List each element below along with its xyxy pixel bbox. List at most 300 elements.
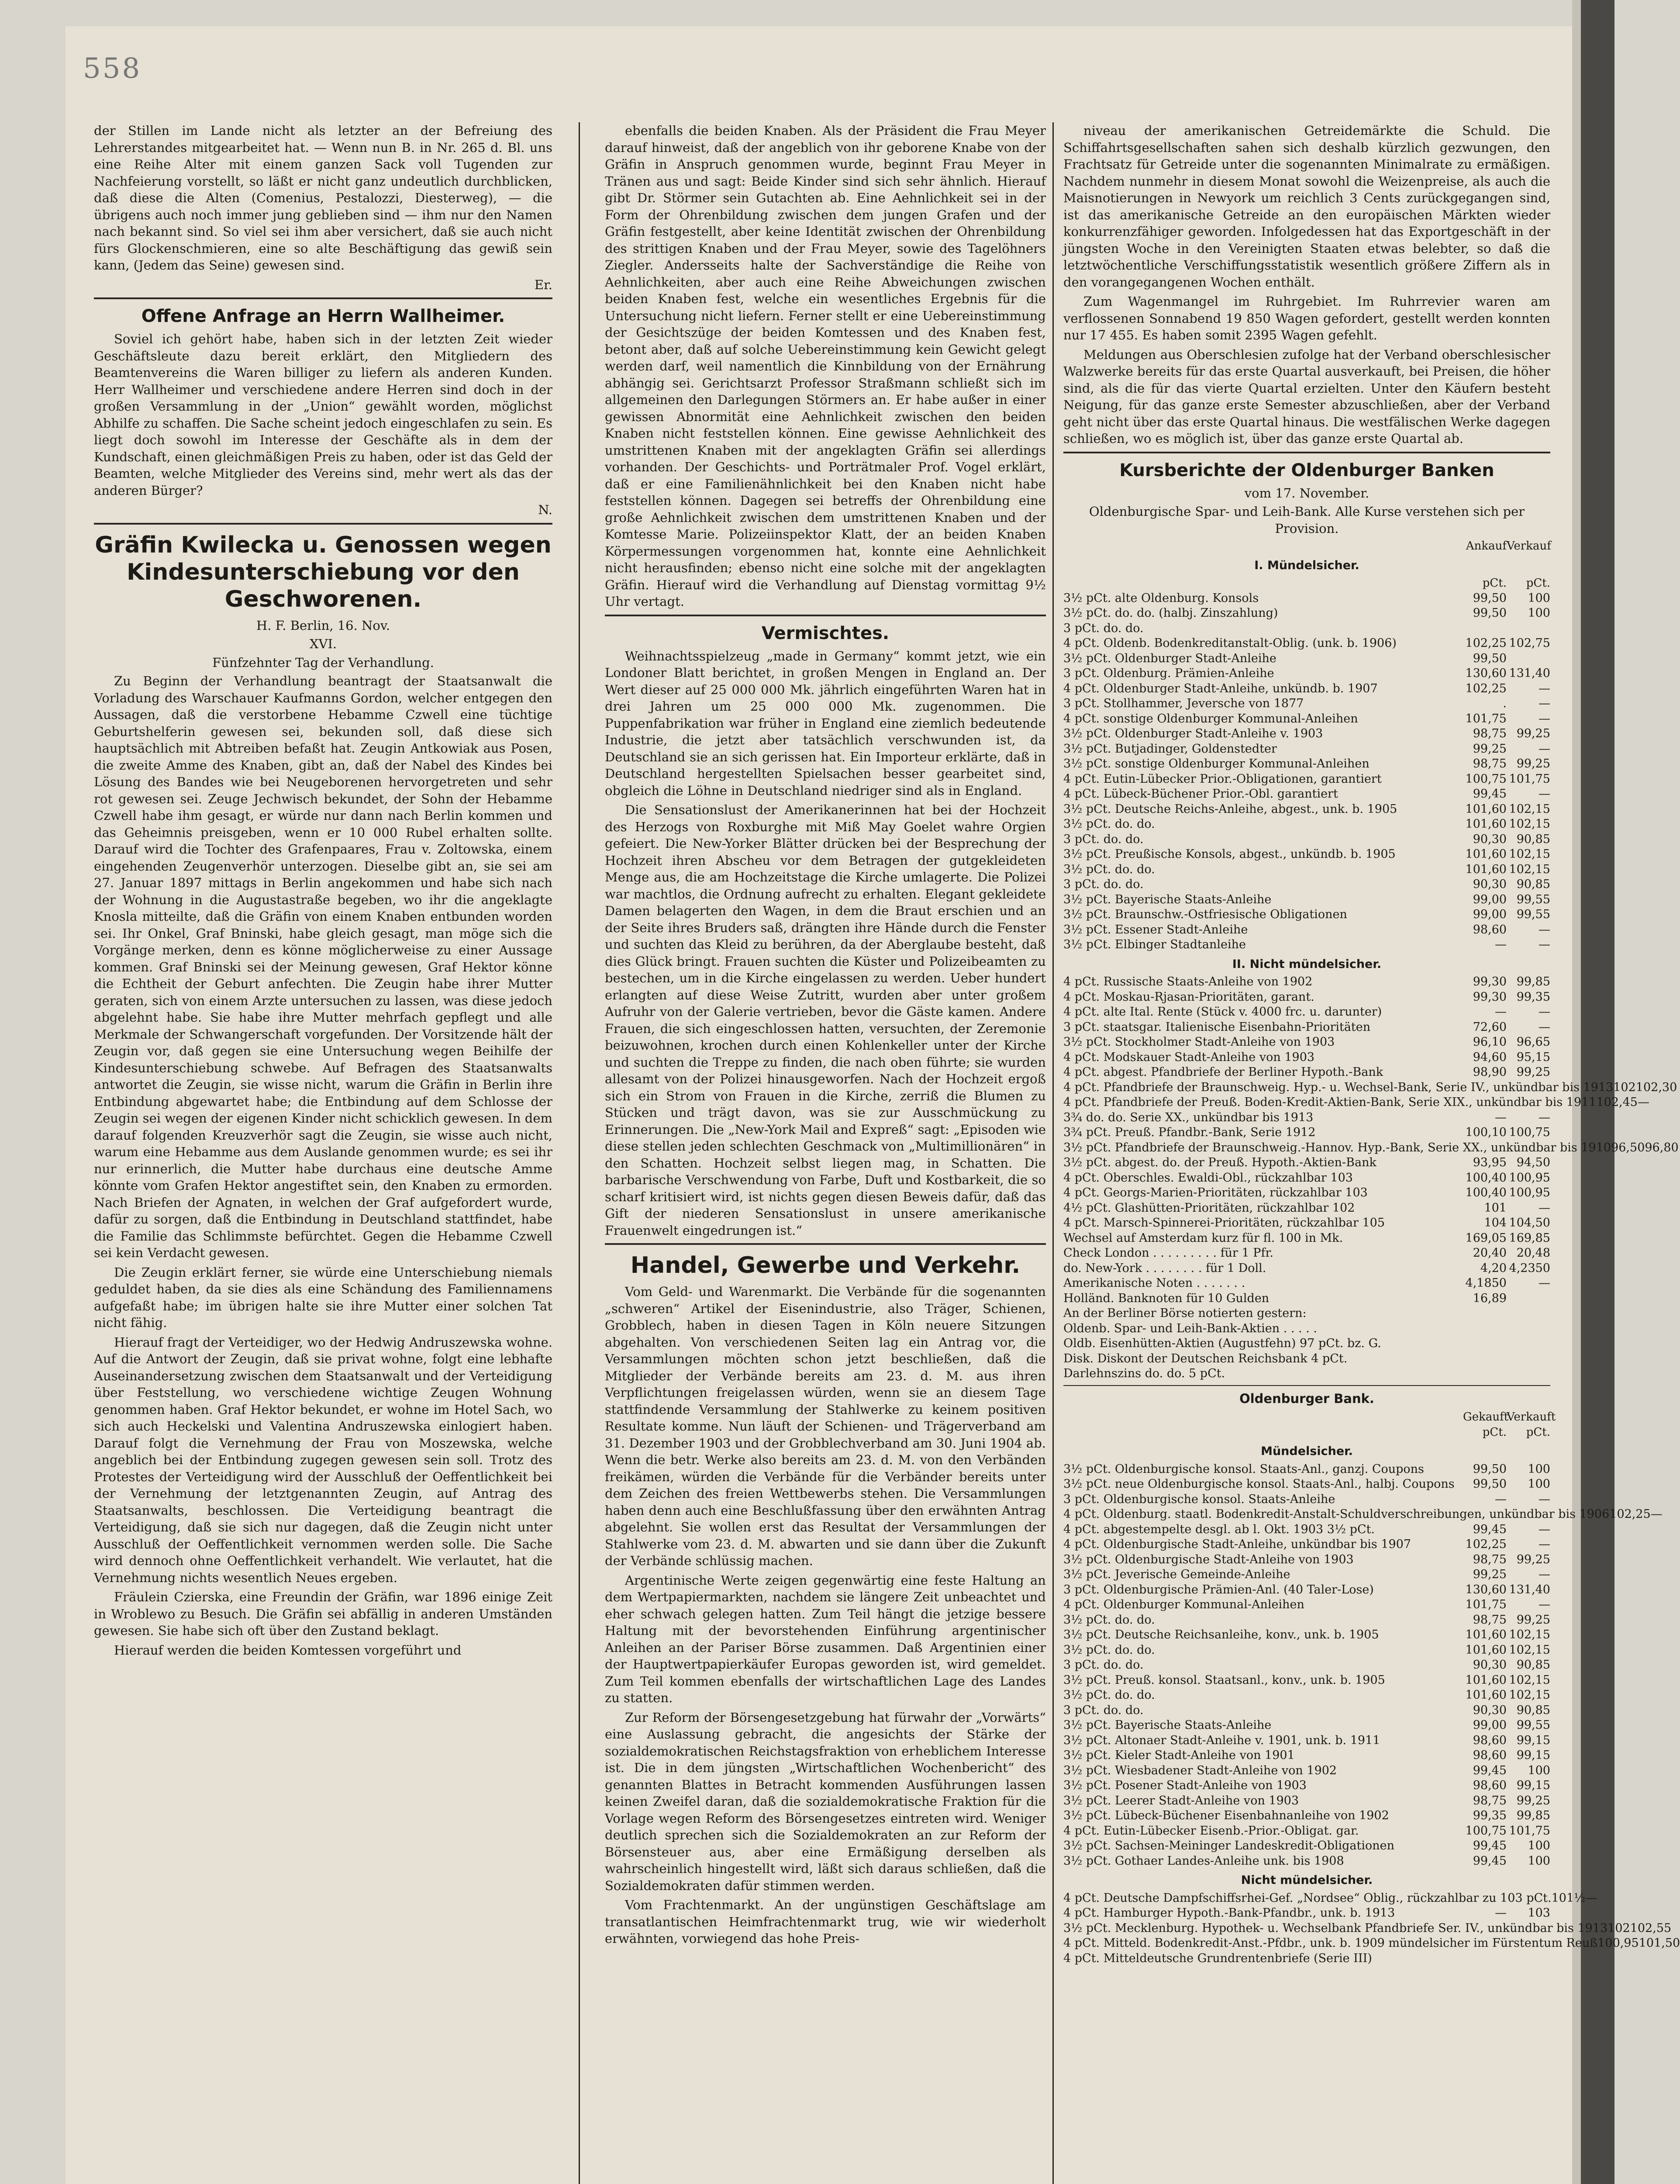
bank-name: Oldenburgische Spar- und Leih-Bank. Alle Kurse verstehen sich per Provision.: [1089, 504, 1525, 536]
rate-value: 90,85: [1516, 878, 1550, 891]
security-name: 4 pCt. Marsch-Spinnerei-Prioritäten, rückzahlbar 105: [1063, 1216, 1385, 1230]
column-header: Ankauf: [1466, 539, 1507, 553]
security-name: 4 pCt. Oberschles. Ewaldi-Obl., rückzahlbar 103: [1063, 1171, 1353, 1185]
rate-value: —: [1585, 1891, 1597, 1905]
rate-value: 72,60: [1473, 1020, 1507, 1034]
security-name: 3½ pCt. Oldenburger Stadt-Anleihe: [1063, 651, 1276, 665]
rate-value: 101,60: [1465, 1673, 1507, 1687]
security-name: 3 pCt. do. do.: [1063, 1703, 1144, 1717]
security-name: 3½ pCt. alte Oldenburg. Konsols: [1063, 591, 1259, 605]
table-row: [1063, 1261, 1550, 1276]
table-row: [1063, 1854, 1550, 1869]
rate-value: 90,30: [1473, 832, 1507, 846]
rate-value: 99,15: [1516, 1749, 1550, 1762]
table-row: [1063, 1507, 1663, 1522]
table-section: I. Mündelsicher.: [1254, 558, 1359, 572]
rate-value: 102,15: [1509, 1673, 1550, 1687]
table-row: [1063, 1276, 1550, 1291]
rate-value: [1507, 1951, 1550, 1966]
rate-value: 96,80: [1645, 1140, 1679, 1154]
rate-value: 99,00: [1473, 892, 1507, 906]
unit-row: pCt. pCt.: [1482, 577, 1550, 590]
table-row: [1063, 802, 1550, 817]
rate-value: 100: [1528, 1763, 1550, 1777]
rate-value: —: [1539, 1020, 1550, 1034]
table-row: [1063, 907, 1550, 923]
rate-value: 100,75: [1465, 772, 1507, 786]
table-row: [1063, 1628, 1550, 1643]
rate-value: 100: [1528, 1839, 1550, 1852]
rate-value: 95,15: [1516, 1050, 1550, 1064]
security-name: 4 pCt. Oldenburg. staatl. Bodenkredit-Anstalt-Schuldverschreibungen, unkündbar bis 1906: [1063, 1507, 1610, 1521]
security-name: 4 pCt. Mitteld. Bodenkredit-Anst.-Pfdbr., unk. b. 1909 mündelsicher im Fürstentum Reuß: [1063, 1936, 1598, 1950]
rate-value: 101,60: [1465, 1643, 1507, 1657]
security-name: 3½ pCt. Oldenburger Stadt-Anleihe v. 1903: [1063, 727, 1323, 740]
rate-value: 101,60: [1465, 847, 1507, 861]
rate-value: 99,45: [1473, 1854, 1507, 1868]
table-section: Mündelsicher.: [1261, 1444, 1353, 1458]
article-signature: N.: [538, 502, 552, 517]
dateline: vom 17. November.: [1244, 485, 1370, 501]
security-name: 4 pCt. Georgs-Marien-Prioritäten, rückzahlbar 103: [1063, 1186, 1368, 1199]
rate-value: 20,40: [1473, 1246, 1507, 1260]
table-row: [1063, 651, 1550, 667]
column-2: [605, 122, 1046, 2184]
table-row: [1063, 787, 1550, 802]
table-row: [1063, 862, 1550, 878]
column-1: [94, 122, 552, 2184]
security-name: 4 pCt. alte Ital. Rente (Stück v. 4000 frc. u. darunter): [1063, 1005, 1382, 1019]
rate-value: [1507, 1291, 1550, 1306]
rate-value: 93,95: [1473, 1156, 1507, 1169]
security-name: 4 pCt. Pfandbriefe der Braunschweig. Hyp.- u. Wechsel-Bank, Serie IV., unkündbar bis 1913: [1063, 1080, 1614, 1094]
article-paragraph: Argentinische Werte zeigen gegenwärtig eine feste Haltung an dem Wertpapiermarkten, nachdem sie längere Zeit unbeachtet und eher schwach gelegen hatten. Zum Teil hängt die jetzige bessere Haltung mit der bevorstehenden Einführung argentinischer Anleihen an der Pariser Börse zusammen. Daß Argentinien einer der Hauptwertpapierkäufer Europas geworden ist, wird gemeldet. Zum Teil kommen ebenfalls der wirtschaftlichen Lage des Landes zu statten.: [605, 1572, 1046, 1705]
table-row: [1063, 666, 1550, 681]
rate-value: 99,55: [1516, 1718, 1550, 1732]
rate-value: 102,25: [1465, 681, 1507, 695]
rate-value: 99,85: [1516, 975, 1550, 988]
column-header: Gekauft pCt.: [1463, 1410, 1509, 1439]
rate-value: 102,15: [1509, 847, 1550, 861]
article-paragraph: ebenfalls die beiden Knaben. Als der Präsident die Frau Meyer darauf hinweist, daß der angeblich von ihr geborene Knabe von der Gräfin in Anspruch genommen wurde, beginnt Frau Meyer in Tränen aus und sagt: Beide Kinder sind sich sehr ähnlich. Hierauf gibt Dr. Störmer sein Gutachten ab. Eine Aehnlichkeit sei in der Form der Ohrenbildung zwischen dem jungen Grafen und der Gräfin festgestellt, aber keine Identität zwischen der Ohrenbildung des strittigen Knaben und der Frau Meyer, sowie des Tagelöhners Ziegler. Andersseits halte der Sachverständige die Reihe von Aehnlichkeiten, aber auch eine Reihe Abweichungen zwischen beiden Knaben fest, welche ein wesentliches Ergebnis für die Untersuchung nicht liefern. Ferner stellt er eine Uebereinstimmung der Gesichtszüge der beiden Komtessen und des Knaben fest, betont aber, daß auf solche Uebereinstimmung kein Gewicht gelegt werden darf, weil namentlich die Kinnbildung von der Ernährung abhängig sei. Gerichtsarzt Professor Straßmann schließt sich im allgemeinen den Darlegungen Störmers an. Er habe außer in einer gewissen Abnormität eine Aehnlichkeit zwischen den beiden Knaben nicht feststellen können. Eine gewisse Aehnlichkeit des umstrittenen Knaben mit der angeklagten Gräfin sei allerdings vorhanden. Der Geschichts- und Porträtmaler Prof. Vogel erklärt, daß er eine Familienähnlichkeit bei den Knaben nicht habe feststellen können. Dagegen sei betreffs der Ohrenbildung eine große Aehnlichkeit zwischen dem umstrittenen Knaben und der Komtesse Marie. Polizeiinspektor Klatt, der an beiden Knaben Körpermessungen vorgenommen hat, konnte eine Aehnlichkeit nicht herausfinden; ebenso nicht eine solche mit der angeklagten Gräfin. Hierauf wird die Verhandlung auf Dienstag vormittag 9½ Uhr vertagt.: [605, 123, 1046, 609]
table-row: [1063, 832, 1550, 847]
rate-value: 169,05: [1465, 1231, 1507, 1245]
section-headline: Handel, Gewerbe und Verkehr.: [630, 1252, 1021, 1279]
rate-value: [1463, 621, 1507, 636]
article-paragraph: niveau der amerikanischen Getreidemärkte die Schuld. Die Schiffahrtsgesellschaften sahen sich deshalb kürzlich gezwungen, den Frachtsatz für Getreide unter die sogenannten Minimalrate zu ermäßigen. Nachdem nunmehr in diesem Monat sowohl die Weizenpreise, als auch die Maisnotierungen in Newyork um reichlich 3 Cents zurückgegangen sind, ist das amerikanische Getreide an den europäischen Märkten wieder konkurrenzfähiger geworden. Infolgedessen hat das Exportgeschäft in der jüngsten Woche in den Vereinigten Staaten etwas belebter, so daß die letztwöchentliche Verschiffungsstatistik wesentlich größere Ziffern als in den vorangegangenen Wochen enthält.: [1063, 123, 1550, 290]
article-divider: [94, 523, 552, 525]
security-name: 3½ pCt. Bayerische Staats-Anleihe: [1063, 892, 1272, 906]
rate-value: 96,50: [1611, 1140, 1645, 1154]
page-number: 558: [83, 52, 142, 85]
rate-value: 99,30: [1473, 975, 1507, 988]
table-row: [1063, 1492, 1550, 1507]
rate-value: —: [1539, 1201, 1550, 1215]
column-3: [1063, 122, 1680, 2184]
article-paragraph: Meldungen aus Oberschlesien zufolge hat der Verband oberschlesischer Walzwerke bereits für das erste Quartal ausverkauft, bei Preisen, die höher sind, als die für das vierte Quartal erzielten. Unter den Käufern besteht Neigung, für das ganze erste Semester abzuschließen, aber der Verband geht nicht über das erste Quartal hinaus. Die westfälischen Werke dagegen schließen, wo es möglich ist, über das ganze erste Quartal ab.: [1063, 347, 1550, 446]
security-name: 3½ pCt. Butjadinger, Goldenstedter: [1063, 742, 1277, 756]
rate-value: 90,30: [1473, 878, 1507, 891]
subheading: Fünfzehnter Tag der Verhandlung.: [212, 655, 434, 670]
rate-value: 99,25: [1473, 742, 1507, 756]
table-row: [1063, 1808, 1550, 1824]
rate-value: —: [1539, 787, 1550, 801]
security-name: 3 pCt. Oldenburg. Prämien-Anleihe: [1063, 667, 1274, 680]
table-row: [1063, 742, 1550, 757]
rate-value: 4,1850: [1465, 1276, 1507, 1290]
security-name: 3½ pCt. do. do.: [1063, 1613, 1155, 1627]
security-name: 4 pCt. Oldenburger Stadt-Anleihe, unkündb. b. 1907: [1063, 681, 1378, 695]
rates-table-2: [1063, 1410, 1680, 1966]
rate-value: 99,45: [1473, 1839, 1507, 1852]
table-row: [1063, 1838, 1550, 1854]
rate-value: 100: [1528, 1477, 1550, 1491]
table-row: [1063, 1936, 1680, 1951]
rate-value: 99,55: [1516, 908, 1550, 921]
rate-value: 101½: [1551, 1891, 1586, 1905]
table-row: [1063, 1216, 1550, 1231]
rate-value: 101,75: [1465, 1598, 1507, 1611]
table-section: Nicht mündelsicher.: [1241, 1873, 1373, 1887]
rate-value: 101,75: [1509, 772, 1550, 786]
table-row: [1063, 1552, 1550, 1568]
article-divider: [94, 297, 552, 299]
rate-value: 99,50: [1473, 651, 1507, 665]
security-name: 4 pCt. Oldenb. Bodenkreditanstalt-Oblig. (unk. b. 1906): [1063, 636, 1397, 650]
rate-value: 99,25: [1516, 727, 1550, 740]
rate-value: 100: [1528, 606, 1550, 620]
rate-value: 90,30: [1473, 1703, 1507, 1717]
rate-value: 99,50: [1473, 606, 1507, 620]
rate-value: 130,60: [1465, 667, 1507, 680]
security-name: 4 pCt. Modskauer Stadt-Anleihe von 1903: [1063, 1050, 1315, 1064]
article-signature: Er.: [534, 277, 552, 292]
table-row: [1063, 1065, 1550, 1080]
section-numeral: XVI.: [309, 636, 337, 651]
table-row: [1063, 1110, 1550, 1126]
rate-value: 98,60: [1473, 1749, 1507, 1762]
security-name: 3½ pCt. neue Oldenburgische konsol. Staats-Anl., halbj. Coupons: [1063, 1477, 1455, 1491]
rate-value: —: [1539, 1005, 1550, 1019]
table-row: [1063, 621, 1550, 636]
table-note: Oldb. Eisenhütten-Aktien (Augustfehn) 97 pCt. bz. G.: [1063, 1337, 1381, 1350]
table-row: [1063, 1703, 1550, 1718]
rate-value: 98,90: [1473, 1065, 1507, 1079]
dateline: H. F. Berlin, 16. Nov.: [256, 618, 390, 633]
table-row: [1063, 892, 1550, 908]
column-header: Verkauf: [1507, 539, 1551, 553]
table-row: [1063, 1080, 1677, 1095]
table-row: [1063, 847, 1550, 862]
security-name: 3½ pCt. do. do.: [1063, 862, 1155, 876]
rate-value: —: [1539, 1538, 1550, 1551]
rate-value: 96,65: [1516, 1035, 1550, 1049]
table-row: [1063, 1597, 1550, 1613]
rate-value: 99,15: [1516, 1733, 1550, 1747]
column-header: Verkauft pCt.: [1507, 1410, 1556, 1439]
table-row: [1063, 1688, 1550, 1703]
security-name: 3½ pCt. Preuß. konsol. Staatsanl., konv., unk. b. 1905: [1063, 1673, 1385, 1687]
security-name: 4 pCt. Oldenburger Kommunal-Anleihen: [1063, 1598, 1304, 1611]
security-name: 3 pCt. do. do.: [1063, 1658, 1144, 1672]
security-name: 3¾ pCt. Preuß. Pfandbr.-Bank, Serie 1912: [1063, 1126, 1316, 1139]
rate-value: 98,75: [1473, 757, 1507, 771]
security-name: 3½ pCt. Pfandbriefe der Braunschweig.-Hannov. Hyp.-Bank, Serie XX., unkündbar bis 1910: [1063, 1140, 1611, 1154]
rate-value: 102,15: [1509, 1628, 1550, 1641]
security-name: 3½ pCt. Gothaer Landes-Anleihe unk. bis 1908: [1063, 1854, 1344, 1868]
table-row: [1063, 1718, 1550, 1733]
security-name: 4 pCt. Eutin-Lübecker Prior.-Obligationen, garantiert: [1063, 772, 1382, 786]
section-headline: Vermischtes.: [761, 623, 890, 643]
table-row: [1063, 1613, 1550, 1628]
rate-value: 100: [1528, 591, 1550, 605]
security-name: 3 pCt. Stollhammer, Jeversche von 1877: [1063, 697, 1304, 710]
security-name: 3½ pCt. Jeverische Gemeinde-Anleihe: [1063, 1568, 1290, 1581]
rate-value: —: [1539, 923, 1550, 936]
security-name: 3 pCt. staatsgar. Italienische Eisenbahn-Prioritäten: [1063, 1020, 1371, 1034]
table-row: [1063, 1185, 1550, 1201]
rate-value: 99,25: [1516, 1794, 1550, 1807]
security-name: 3½ pCt. Lübeck-Büchener Eisenbahnanleihe von 1902: [1063, 1809, 1389, 1822]
table-row: [1063, 1824, 1550, 1839]
rate-value: 102,25: [1609, 1507, 1651, 1521]
rate-value: 99,55: [1516, 892, 1550, 906]
rate-value: 16,89: [1473, 1291, 1507, 1305]
rate-value: 101,60: [1465, 802, 1507, 816]
security-name: 3½ pCt. Essener Stadt-Anleihe: [1063, 923, 1248, 936]
article-paragraph: Vom Geld- und Warenmarkt. Die Verbände für die sogenannten „schweren“ Artikel der Eisenindustrie, also Träger, Schienen, Grobblech, haben in diesen Tagen in Köln neuere Sitzungen abgehalten. Von verschiedenen Seiten lag ein Antrag vor, die Versammlungen möchten schon jetzt beschließen, daß die Mitglieder der Verbände bereits am 23. d. M. aus ihren Verpflichtungen freigelassen würden, wenn sie an diesem Tage stattfindende Versammlung der Stahlwerke zu keinem positiven Resultate komme. Nun läuft der Schienen- und Trägerverband am 31. Dezember 1903 und der Grobblechverband am 30. Juni 1904 ab. Wenn die betr. Werke also bereits am 23. d. M. von den Verbänden freikämen, würden die Verbände für die Verbänder bereits unter dem Zeichen des freien Wettbewerbs stehen. Die Versammlungen haben denn auch eine Beschlußfassung über den erwähnten Antrag abgelehnt. Sie wollen erst das Resultat der Versammlungen der Stahlwerke vom 23. d. M. abwarten und sie dann über die Zukunft der Verbände schlüssig machen.: [605, 1284, 1046, 1568]
security-name: 3 pCt. do. do.: [1063, 621, 1144, 635]
rate-value: 90,30: [1473, 1658, 1507, 1672]
rate-value: 100,75: [1509, 1126, 1550, 1139]
rate-value: 99,15: [1516, 1779, 1550, 1792]
rate-value: 96,10: [1473, 1035, 1507, 1049]
rate-value: 98,75: [1473, 1794, 1507, 1807]
table-row: [1063, 1246, 1550, 1261]
rate-value: 90,85: [1516, 1658, 1550, 1672]
table-row: [1063, 757, 1550, 772]
table-row: [1063, 1201, 1550, 1216]
rate-value: 102,25: [1465, 636, 1507, 650]
rate-value: 90,85: [1516, 832, 1550, 846]
rate-value: 101,50: [1639, 1936, 1680, 1950]
table-row: [1063, 1658, 1550, 1673]
rate-value: 4,2350: [1509, 1261, 1550, 1275]
security-name: 4 pCt. Pfandbriefe der Preuß. Boden-Kredit-Aktien-Bank, Serie XIX., unkündbar bis 1911: [1063, 1095, 1597, 1109]
security-name: 3½ pCt. do. do.: [1063, 1688, 1155, 1702]
rate-value: 100,95: [1509, 1186, 1550, 1199]
rate-value: 20,48: [1516, 1246, 1550, 1260]
rate-value: 99,45: [1473, 1522, 1507, 1536]
table-section: II. Nicht mündelsicher.: [1232, 957, 1382, 971]
security-name: 4 pCt. Eutin-Lübecker Eisenb.-Prior.-Obligat. gar.: [1063, 1824, 1359, 1838]
rate-value: —: [1495, 1906, 1507, 1920]
rate-value: 169,85: [1509, 1231, 1550, 1245]
security-name: 3½ pCt. Posener Stadt-Anleihe von 1903: [1063, 1779, 1307, 1792]
rate-value: 100,10: [1465, 1126, 1507, 1139]
rate-value: 101: [1484, 1201, 1507, 1215]
article-paragraph: der Stillen im Lande nicht als letzter an der Befreiung des Lehrerstandes mitgearbeitet hat. — Wenn nun B. in Nr. 265 d. Bl. uns eine Reihe Alter mit einem ganzen Sack voll Tugenden zur Nachfeierung vorstellt, so läßt er nicht ganz undeutlich durchblicken, daß diese die Alten (Comenius, Pestalozzi, Diesterweg), — die übrigens auch noch immer jung geblieben sind — ihm nur den Namen nach bekannt sind. So viel sei ihm aber versichert, daß sie auch nicht fürs Glockenschmieren, eine so alte Beschäftigung das gewiß sein kann, (Jedem das Seine) gewesen sind.: [94, 123, 552, 273]
table-note: Darlehnszins do. do. 5 pCt.: [1063, 1367, 1225, 1380]
security-name: 3½ pCt. Stockholmer Stadt-Anleihe von 1903: [1063, 1035, 1335, 1049]
rate-value: 99,35: [1473, 1809, 1507, 1822]
rate-value: —: [1539, 1276, 1550, 1290]
rate-value: 99,50: [1473, 1462, 1507, 1476]
security-name: 3½ pCt. Wiesbadener Stadt-Anleihe von 1902: [1063, 1763, 1337, 1777]
table-row: [1063, 990, 1550, 1005]
rate-value: —: [1539, 681, 1550, 695]
table-row: [1063, 606, 1550, 621]
rate-value: 102,45: [1596, 1095, 1638, 1109]
rate-value: 90,85: [1516, 1703, 1550, 1717]
rate-value: —: [1495, 1110, 1507, 1124]
table-row: [1063, 923, 1550, 938]
rate-value: 102,55: [1630, 1921, 1672, 1935]
rate-value: [1463, 1951, 1507, 1966]
rate-value: 102,15: [1509, 817, 1550, 831]
table-row: [1063, 1155, 1550, 1171]
rate-value: [1507, 621, 1550, 636]
security-name: 4 pCt. Moskau-Rjasan-Prioritäten, garant.: [1063, 990, 1314, 1004]
article-paragraph: Zur Reform der Börsengesetzgebung hat fürwahr der „Vorwärts“ eine Auslassung gebracht, die angesichts der Stärke der sozialdemokratischen Reichstagsfraktion von erheblichem Interesse ist. Die in dem jüngsten „Wirtschaftlichen Wochenbericht“ des genannten Blattes in Betracht kommenden Ausführungen lassen keinen Zweifel daran, daß die sozialdemokratische Fraktion für die Vorlage wegen Reform des Börsengesetzes eintreten wird. Weniger deutlich sprechen sich die Sozialdemokraten an zur Reform der Börsensteuer aus, aber eine Ermäßigung derselben als wahrscheinlich hingestellt wird, läßt sich daraus schließen, daß die Sozialdemokraten dafür stimmen werden.: [605, 1710, 1046, 1893]
table-row: [1063, 1140, 1679, 1156]
table-note: Oldenb. Spar- und Leih-Bank-Aktien . . . . .: [1063, 1321, 1317, 1335]
rates-table-1: [1063, 539, 1679, 1382]
rate-value: 99,35: [1516, 990, 1550, 1004]
rate-value: 98,75: [1473, 1613, 1507, 1627]
bank-name: Oldenburger Bank.: [1239, 1391, 1374, 1406]
article-paragraph: Hierauf fragt der Verteidiger, wo der Hedwig Andruszewska wohne. Auf die Antwort der Zeugin, daß sie privat wohne, folgt eine lebhafte Auseinandersetzung zwischen dem Staatsanwalt und der Verteidigung über Feststellung, wo verschiedene wichtige Zeugen Wohnung genommen haben. Graf Hektor bekundet, er wohne im Hotel Sach, wo sich auch Heckelski und Valentina Andruszewska einlogiert haben. Darauf folgt die Vernehmung der Frau von Moszewska, welche angeblich bei der Entbindung zugegen gewesen sein soll. Trotz des Protestes der Verteidigung wird der Ausschluß der Oeffentlichkeit bei der Vernehmung der letztgenannten Zeugin, auf Antrag des Staatsanwalts, beschlossen. Die Verteidigung beantragt die Verteidigung, daß sie sich nur dagegen, daß die Zeugin nicht unter Ausschluß der Oeffentlichkeit vernommen werden solle. Die Sache wird dennoch ohne Oeffentlichkeit verhandelt. Wie verlautet, hat die Vernehmung nichts wesentlich Neues ergeben.: [94, 1334, 552, 1585]
table-row: [1063, 817, 1550, 832]
rate-value: 130,60: [1465, 1583, 1507, 1597]
rate-value: 99,45: [1473, 1763, 1507, 1777]
rate-value: —: [1495, 938, 1507, 951]
rate-value: 98,75: [1473, 1552, 1507, 1566]
rate-value: 102: [1613, 1080, 1636, 1094]
table-row: [1063, 1462, 1550, 1477]
security-name: 3½ pCt. sonstige Oldenburger Kommunal-Anleihen: [1063, 757, 1370, 771]
security-name: 3 pCt. do. do.: [1063, 878, 1144, 891]
security-name: do. New-York . . . . . . . . für 1 Doll.: [1063, 1261, 1266, 1275]
rate-value: —: [1539, 1522, 1550, 1536]
security-name: 3½ pCt. Altonaer Stadt-Anleihe v. 1901, unk. b. 1911: [1063, 1733, 1380, 1747]
security-name: 3½ pCt. Leerer Stadt-Anleihe von 1903: [1063, 1794, 1299, 1807]
table-row: [1063, 1095, 1649, 1110]
table-note: An der Berliner Börse notierten gestern:: [1063, 1306, 1307, 1320]
rate-value: 98,60: [1473, 1779, 1507, 1792]
rate-value: 100,95: [1509, 1171, 1550, 1185]
security-name: 3½ pCt. Mecklenburg. Hypothek- u. Wechselbank Pfandbriefe Ser. IV., unkündbar bis 1913: [1063, 1921, 1608, 1935]
table-row: [1063, 772, 1550, 787]
rate-value: —: [1539, 1492, 1550, 1506]
rate-value: 101,75: [1509, 1824, 1550, 1838]
article-headline: Offene Anfrage an Herrn Wallheimer.: [141, 306, 505, 326]
security-name: 3½ pCt. do. do. (halbj. Zinszahlung): [1063, 606, 1278, 620]
security-name: 3½ pCt. Deutsche Reichsanleihe, konv., unk. b. 1905: [1063, 1628, 1379, 1641]
rate-value: 99,85: [1516, 1809, 1550, 1822]
rate-value: —: [1539, 1598, 1550, 1611]
security-name: 3½ pCt. Preußische Konsols, abgest., unkündb. b. 1905: [1063, 847, 1396, 861]
rate-value: 102,15: [1509, 1688, 1550, 1702]
table-row: [1063, 681, 1550, 697]
security-name: 4 pCt. sonstige Oldenburger Kommunal-Anleihen: [1063, 712, 1358, 726]
rate-value: 99,25: [1516, 1613, 1550, 1627]
column-divider: [1052, 122, 1054, 2184]
rate-value: —: [1539, 1568, 1550, 1581]
rate-value: 94,60: [1473, 1050, 1507, 1064]
rate-value: 101,60: [1465, 1628, 1507, 1641]
security-name: 3 pCt. Oldenburgische Prämien-Anl. (40 Taler-Lose): [1063, 1583, 1374, 1597]
security-name: 3½ pCt. do. do.: [1063, 817, 1155, 831]
rate-value: 104,50: [1509, 1216, 1550, 1230]
rate-value: —: [1539, 712, 1550, 726]
rate-value: 99,50: [1473, 591, 1507, 605]
rate-value: 99,25: [1473, 1568, 1507, 1581]
table-row: [1063, 877, 1550, 892]
security-name: 3 pCt. do. do.: [1063, 832, 1144, 846]
table-row: [1063, 636, 1550, 651]
article-paragraph: Hierauf werden die beiden Komtessen vorgeführt und: [114, 1642, 462, 1658]
security-name: 4 pCt. abgest. Pfandbriefe der Berliner Hypoth.-Bank: [1063, 1065, 1383, 1079]
table-row: [1063, 937, 1550, 953]
rate-value: 99,00: [1473, 1718, 1507, 1732]
security-name: Amerikanische Noten . . . . . . .: [1063, 1276, 1245, 1290]
table-row: [1063, 1921, 1672, 1936]
rate-value: —: [1539, 1110, 1550, 1124]
table-row: [1063, 1891, 1597, 1906]
table-row: [1063, 1005, 1550, 1020]
security-name: Wechsel auf Amsterdam kurz für fl. 100 in Mk.: [1063, 1231, 1343, 1245]
rate-value: 102,75: [1509, 636, 1550, 650]
table-header: [1063, 539, 1550, 554]
security-name: Check London . . . . . . . . . für 1 Pfr.: [1063, 1246, 1273, 1260]
table-row: [1063, 1522, 1550, 1538]
rate-value: 100: [1528, 1462, 1550, 1476]
rate-value: 99,50: [1473, 1477, 1507, 1491]
rate-value: 102: [1608, 1921, 1630, 1935]
rate-value: 101,60: [1465, 862, 1507, 876]
rate-value: 131,40: [1509, 1583, 1550, 1597]
table-row: [1063, 1035, 1550, 1050]
article-headline: Gräfin Kwilecka u. Genossen wegen Kindesunterschiebung vor den Geschworenen.: [95, 532, 552, 612]
security-name: 4 pCt. Hamburger Hypoth.-Bank-Pfandbr., unk. b. 1913: [1063, 1906, 1395, 1920]
security-name: 3¾ do. do. Serie XX., unkündbar bis 1913: [1063, 1110, 1314, 1124]
table-row: [1063, 1291, 1550, 1306]
security-name: 4 pCt. Deutsche Dampfschiffsrhei-Gef. „Nordsee“ Oblig., rückzahlbar zu 103 pCt.: [1063, 1891, 1552, 1905]
rate-value: 99,00: [1473, 908, 1507, 921]
table-note: Disk. Diskont der Deutschen Reichsbank 4 pCt.: [1063, 1351, 1348, 1365]
rate-value: [1507, 651, 1550, 667]
rate-value: 99,25: [1516, 1552, 1550, 1566]
rate-value: .: [1503, 697, 1507, 710]
security-name: 3½ pCt. Elbinger Stadtanleihe: [1063, 938, 1246, 951]
table-row: [1063, 1673, 1550, 1688]
rate-value: —: [1495, 1492, 1507, 1506]
security-name: 3½ pCt. Bayerische Staats-Anleihe: [1063, 1718, 1272, 1732]
article-paragraph: Die Zeugin erklärt ferner, sie würde eine Unterschiebung niemals geduldet haben, da sie dies als eine Schändung des Familiennamens aufgefaßt habe; im übrigen halte sie ihre Mutter einer solchen Tat nicht fähig.: [94, 1265, 552, 1330]
table-row: [1063, 712, 1550, 727]
rate-value: 102,15: [1509, 1643, 1550, 1657]
rate-value: 99,30: [1473, 990, 1507, 1004]
article-paragraph: Weihnachtsspielzeug „made in Germany“ kommt jetzt, wie ein Londoner Blatt berichtet, in großen Mengen in England an. Der Wert dieser auf 25 000 000 Mk. jährlich eingeführten Waren hat in drei Jahren um 25 000 000 Mk. zugenommen. Die Puppenfabrikation war früher in England eine ziemlich bedeutende Industrie, die jetzt aber tatsächlich verschwunden ist, da Deutschland sie an sich gerissen hat. Ein Importeur erklärte, daß in Deutschland hergestellten Spielsachen besser gearbeitet sind, obgleich die Löhne in Deutschland niedriger sind als in England.: [605, 648, 1046, 798]
table-row: [1063, 1125, 1550, 1140]
table-row: [1063, 1733, 1550, 1749]
rate-value: 102,25: [1465, 1538, 1507, 1551]
rate-value: —: [1539, 742, 1550, 756]
table-row: [1063, 975, 1550, 990]
security-name: 3½ pCt. Deutsche Reichs-Anleihe, abgest., unk. b. 1905: [1063, 802, 1397, 816]
rate-value: 100,75: [1465, 1824, 1507, 1838]
